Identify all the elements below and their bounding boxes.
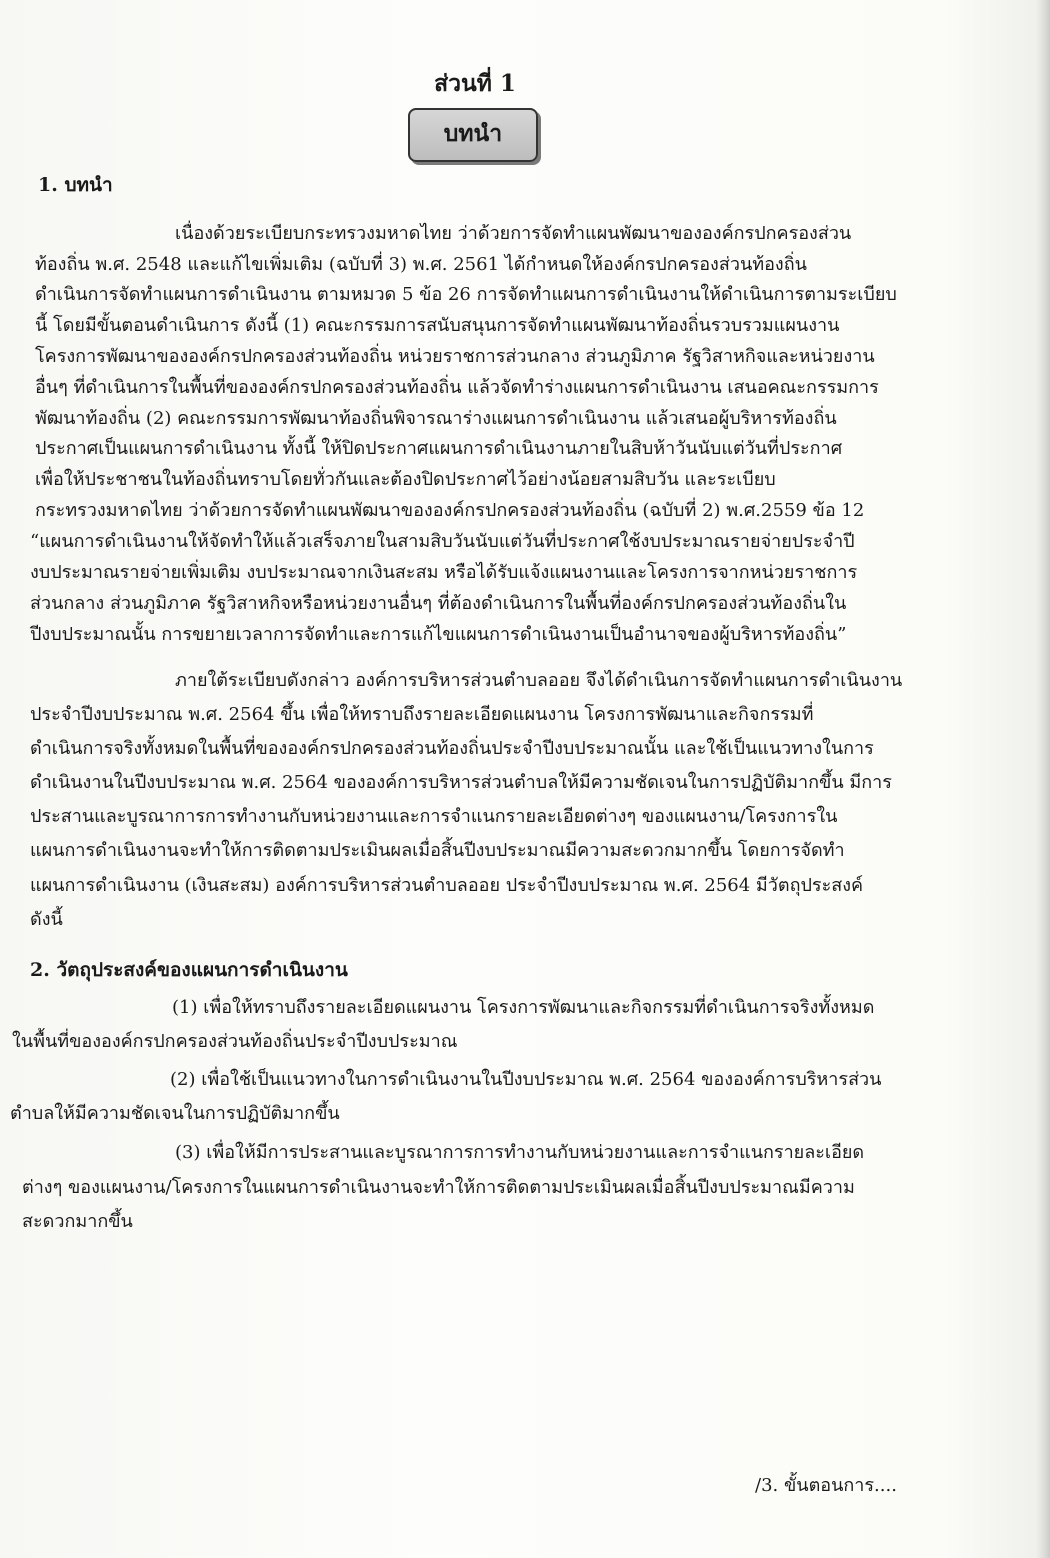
paragraph-line: งบประมาณรายจ่ายเพิ่มเติม งบประมาณจากเงินสะสม หรือได้รับแจ้งแผนงานและโครงการจากหน่วยราชการ bbox=[30, 562, 858, 583]
objective-line: ต่างๆ ของแผนงาน/โครงการในแผนการดำเนินงานจะทำให้การติดตามประเมินผลเมื่อสิ้นปีงบประมาณมีความ bbox=[22, 1177, 855, 1198]
paragraph-line: ดังนี้ bbox=[30, 909, 63, 930]
objective-line: ตำบลให้มีความชัดเจนในการปฏิบัติมากขึ้น bbox=[10, 1103, 340, 1124]
paragraph-line: ดำเนินการจริงทั้งหมดในพื้นที่ขององค์กรปกครองส่วนท้องถิ่นประจำปีงบประมาณนั้น และใช้เป็นแนวทางในการ bbox=[30, 738, 874, 759]
section-title-box: บทนำ bbox=[408, 108, 538, 162]
paragraph-line: นี้ โดยมีขั้นตอนดำเนินการ ดังนี้ (1) คณะกรรมการสนับสนุนการจัดทำแผนพัฒนาท้องถิ่นรวบรวมแผนงาน bbox=[35, 315, 840, 336]
objective-line: (2) เพื่อใช้เป็นแนวทางในการดำเนินงานในปีงบประมาณ พ.ศ. 2564 ขององค์การบริหารส่วน bbox=[170, 1069, 882, 1090]
paragraph-line: ประสานและบูรณาการการทำงานกับหน่วยงานและการจำแนกรายละเอียดต่างๆ ของแผนงาน/โครงการใน bbox=[30, 806, 838, 827]
paragraph-line: ประกาศเป็นแผนการดำเนินงาน ทั้งนี้ ให้ปิดประกาศแผนการดำเนินงานภายในสิบห้าวันนับแต่วันที่ประกาศ bbox=[35, 438, 843, 459]
page-edge-shadow bbox=[1036, 0, 1050, 1558]
paragraph-line: กระทรวงมหาดไทย ว่าด้วยการจัดทำแผนพัฒนาขององค์กรปกครองส่วนท้องถิ่น (ฉบับที่ 2) พ.ศ.2559 ข้อ 12 bbox=[35, 500, 865, 521]
paragraph-line: “แผนการดำเนินงานให้จัดทำให้แล้วเสร็จภายในสามสิบวันนับแต่วันที่ประกาศใช้งบประมาณรายจ่ายประจำปี bbox=[30, 531, 855, 552]
heading-objectives: 2. วัตถุประสงค์ของแผนการดำเนินงาน bbox=[30, 959, 348, 981]
paragraph-line: แผนการดำเนินงานจะทำให้การติดตามประเมินผลเมื่อสิ้นปีงบประมาณมีความสะดวกมากขึ้น โดยการจัดทำ bbox=[30, 840, 845, 861]
objective-line: (1) เพื่อให้ทราบถึงรายละเอียดแผนงาน โครงการพัฒนาและกิจกรรมที่ดำเนินการจริงทั้งหมด bbox=[172, 997, 875, 1018]
paragraph-line: ประจำปีงบประมาณ พ.ศ. 2564 ขึ้น เพื่อให้ทราบถึงรายละเอียดแผนงาน โครงการพัฒนาและกิจกรรมที่ bbox=[30, 704, 814, 725]
paragraph-line: โครงการพัฒนาขององค์กรปกครองส่วนท้องถิ่น หน่วยราชการส่วนกลาง ส่วนภูมิภาค รัฐวิสาหกิจและหน่วยงาน bbox=[35, 346, 875, 367]
paragraph-line: ปีงบประมาณนั้น การขยายเวลาการจัดทำและการแก้ไขแผนการดำเนินงานเป็นอำนาจของผู้บริหารท้องถิ่น” bbox=[30, 624, 847, 645]
objective-line: สะดวกมากขึ้น bbox=[22, 1211, 133, 1232]
paragraph-line: อื่นๆ ที่ดำเนินการในพื้นที่ขององค์กรปกครองส่วนท้องถิ่น แล้วจัดทำร่างแผนการดำเนินงาน เสนอคณะกรรมการ bbox=[35, 377, 879, 398]
paragraph-line: แผนการดำเนินงาน (เงินสะสม) องค์การบริหารส่วนตำบลออย ประจำปีงบประมาณ พ.ศ. 2564 มีวัตถุประสงค์ bbox=[30, 875, 864, 896]
paragraph-line: เนื่องด้วยระเบียบกระทรวงมหาดไทย ว่าด้วยการจัดทำแผนพัฒนาขององค์กรปกครองส่วน bbox=[175, 223, 852, 244]
paragraph-line: ดำเนินงานในปีงบประมาณ พ.ศ. 2564 ขององค์การบริหารส่วนตำบลให้มีความชัดเจนในการปฏิบัติมากขึ้น มีการ bbox=[30, 772, 892, 793]
section-number: ส่วนที่ 1 bbox=[434, 70, 516, 97]
paragraph-line: ท้องถิ่น พ.ศ. 2548 และแก้ไขเพิ่มเติม (ฉบับที่ 3) พ.ศ. 2561 ได้กำหนดให้องค์กรปกครองส่วนท้องถิ่น bbox=[35, 254, 807, 275]
heading-introduction: 1. บทนำ bbox=[38, 174, 113, 196]
paragraph-line: ส่วนกลาง ส่วนภูมิภาค รัฐวิสาหกิจหรือหน่วยงานอื่นๆ ที่ต้องดำเนินการในพื้นที่องค์กรปกครองส่วนท้องถิ่นใน bbox=[30, 593, 847, 614]
continuation-note: /3. ขั้นตอนการ.... bbox=[755, 1475, 897, 1496]
paragraph-line: พัฒนาท้องถิ่น (2) คณะกรรมการพัฒนาท้องถิ่นพิจารณาร่างแผนการดำเนินงาน แล้วเสนอผู้บริหารท้องถิ่น bbox=[35, 408, 837, 429]
objective-line: ในพื้นที่ขององค์กรปกครองส่วนท้องถิ่นประจำปีงบประมาณ bbox=[12, 1031, 458, 1052]
paragraph-line: เพื่อให้ประชาชนในท้องถิ่นทราบโดยทั่วกันและต้องปิดประกาศไว้อย่างน้อยสามสิบวัน และระเบียบ bbox=[35, 469, 776, 490]
paragraph-line: ดำเนินการจัดทำแผนการดำเนินงาน ตามหมวด 5 ข้อ 26 การจัดทำแผนการดำเนินงานให้ดำเนินการตามระเบียบ bbox=[35, 284, 897, 305]
paragraph-line: ภายใต้ระเบียบดังกล่าว องค์การบริหารส่วนตำบลออย จึงได้ดำเนินการจัดทำแผนการดำเนินงาน bbox=[175, 670, 903, 691]
objective-line: (3) เพื่อให้มีการประสานและบูรณาการการทำงานกับหน่วยงานและการจำแนกรายละเอียด bbox=[175, 1142, 865, 1163]
